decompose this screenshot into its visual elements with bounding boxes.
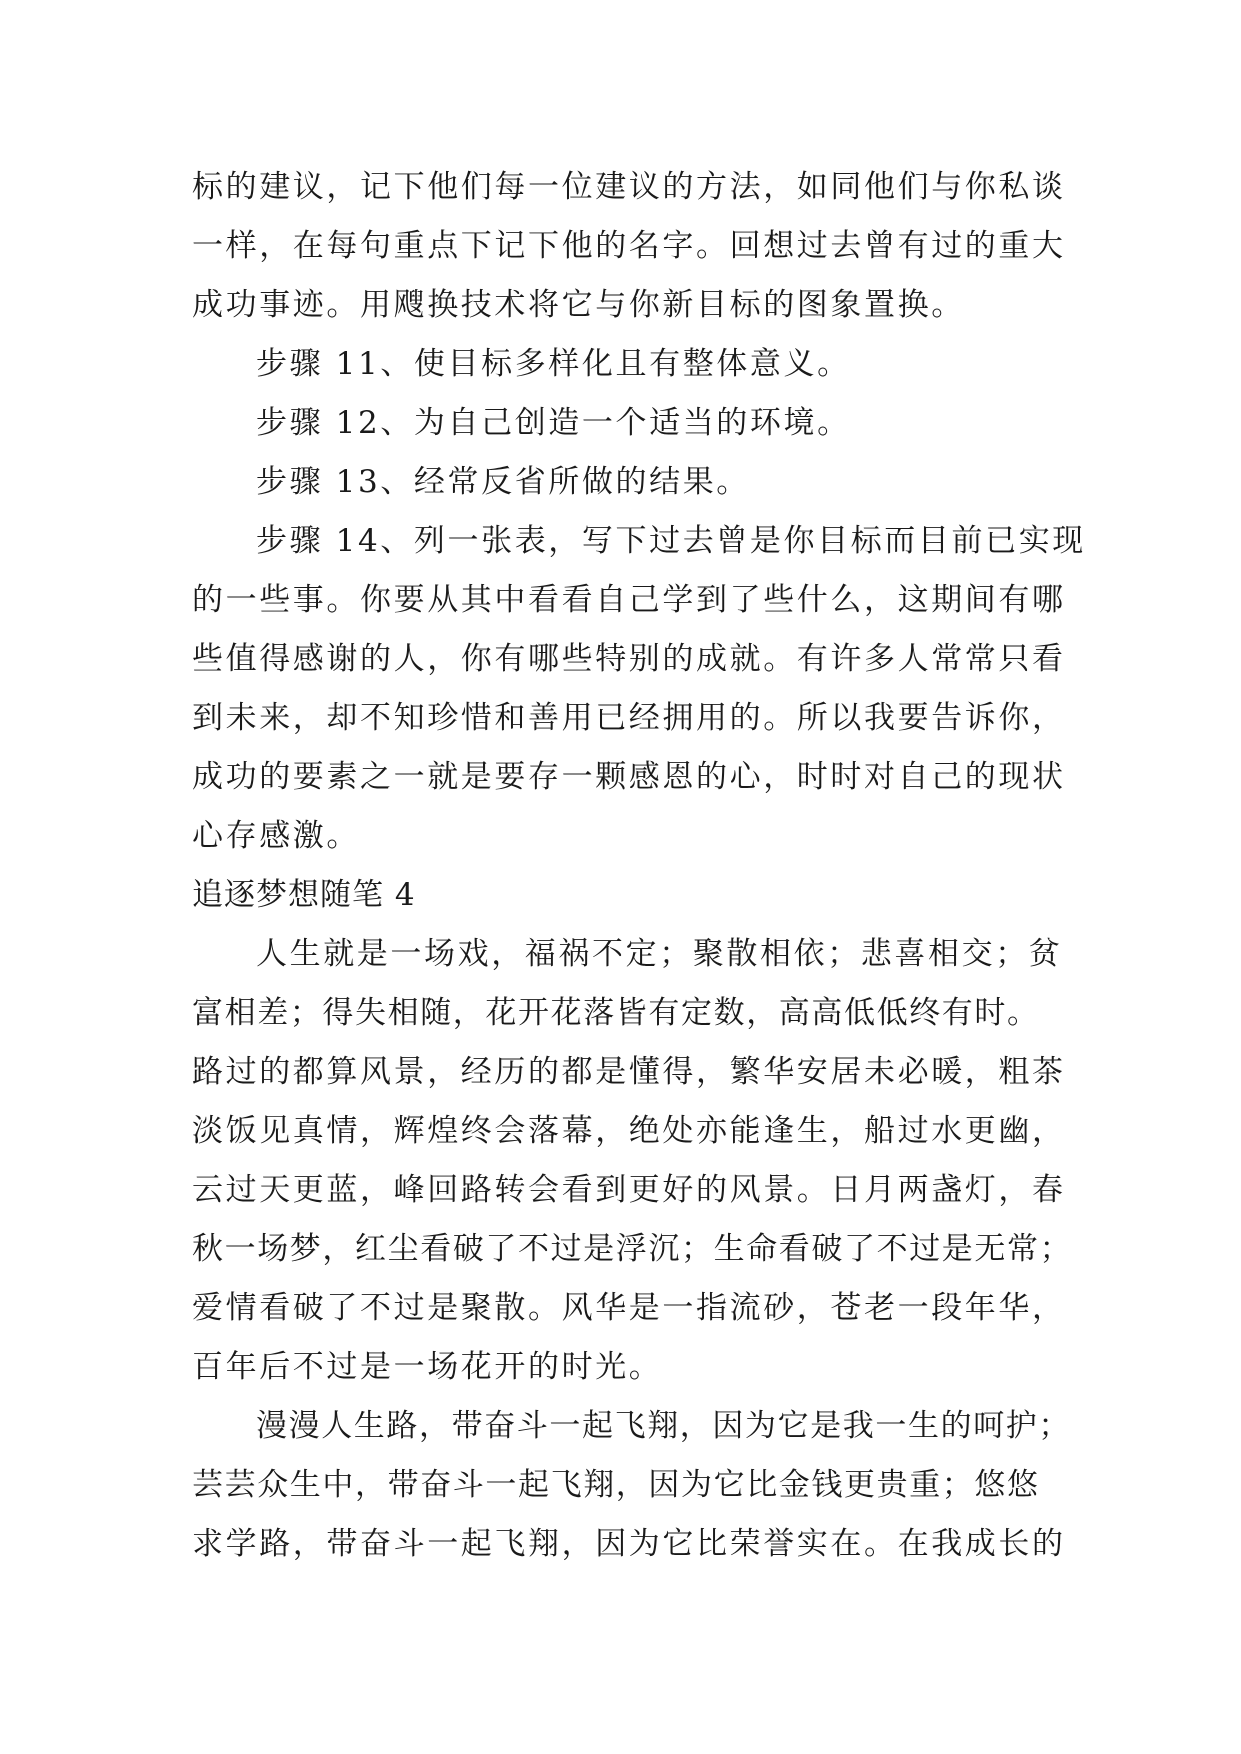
- step-11-text: 步骤 11、使目标多样化且有整体意义。: [256, 346, 851, 382]
- text-line: 漫漫人生路，带奋斗一起飞翔，因为它是我一生的呵护；: [256, 1408, 1071, 1444]
- text-line: 云过天更蓝，峰回路转会看到更好的风景。日月两盏灯，春: [192, 1172, 1066, 1208]
- paragraph-step-13: [192, 453, 1072, 512]
- section-heading: [192, 866, 1072, 925]
- text-line: 到未来，却不知珍惜和善用已经拥用的。所以我要告诉你，: [192, 700, 1066, 736]
- step-12-text: 步骤 12、为自己创造一个适当的环境。: [256, 405, 851, 441]
- paragraph-life-drama: [192, 925, 1072, 1397]
- text-line: 成功的要素之一就是要存一颗感恩的心，时时对自己的现状: [192, 759, 1066, 795]
- text-line: 人生就是一场戏，福祸不定；聚散相依；悲喜相交；贫: [256, 936, 1063, 972]
- paragraph-struggle: [192, 1397, 1072, 1574]
- text-line: 芸芸众生中，带奋斗一起飞翔，因为它比金钱更贵重；悠悠: [192, 1467, 1040, 1503]
- text-line: 步骤 14、列一张表，写下过去曾是你目标而目前已实现: [256, 523, 1086, 559]
- text-line: 的一些事。你要从其中看看自己学到了些什么，这期间有哪: [192, 582, 1066, 618]
- document-body: [192, 158, 1086, 1574]
- text-line: 些值得感谢的人，你有哪些特别的成就。有许多人常常只看: [192, 641, 1066, 677]
- text-line: 心存感激。: [192, 818, 360, 854]
- text-line: 爱情看破了不过是聚散。风华是一指流砂，苍老一段年华，: [192, 1290, 1066, 1326]
- text-line: 成功事迹。用飕换技术将它与你新目标的图象置换。: [192, 287, 965, 323]
- text-line: 标的建议，记下他们每一位建议的方法，如同他们与你私谈: [192, 169, 1066, 205]
- paragraph-section3-tail: [192, 158, 1072, 335]
- paragraph-step-11: [192, 335, 1072, 394]
- step-13-text: 步骤 13、经常反省所做的结果。: [256, 464, 750, 500]
- text-line: 百年后不过是一场花开的时光。: [192, 1349, 663, 1385]
- text-line: 一样，在每句重点下记下他的名字。回想过去曾有过的重大: [192, 228, 1066, 264]
- text-line: 淡饭见真情，辉煌终会落幕，绝处亦能逢生，船过水更幽，: [192, 1113, 1066, 1149]
- paragraph-step-14: [192, 512, 1086, 866]
- paragraph-step-12: [192, 394, 1072, 453]
- text-line: 求学路，带奋斗一起飞翔，因为它比荣誉实在。在我成长的: [192, 1526, 1066, 1562]
- text-line: 路过的都算风景，经历的都是懂得，繁华安居未必暖，粗茶: [192, 1054, 1066, 1090]
- text-line: 富相差；得失相随，花开花落皆有定数，高高低低终有时。: [192, 995, 1040, 1031]
- text-line: 秋一场梦，红尘看破了不过是浮沉；生命看破了不过是无常；: [192, 1231, 1073, 1267]
- section-title: 追逐梦想随笔 4: [192, 877, 416, 913]
